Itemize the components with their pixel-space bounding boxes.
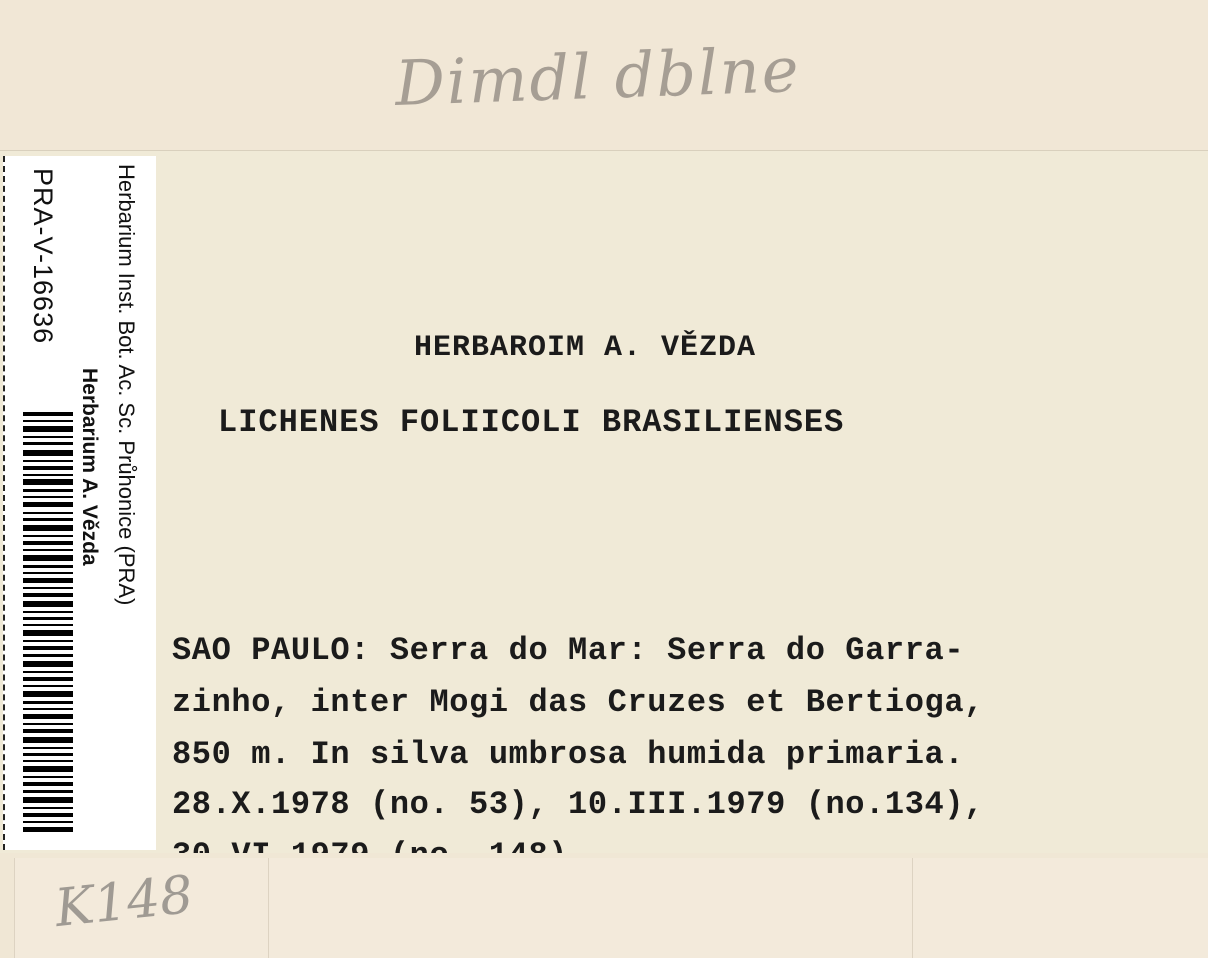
label-title: HERBAROIM A. VĚZDA [414,331,757,365]
label-series: LICHENES FOLIICOLI BRASILIENSES [218,404,845,441]
herbarium-name: Herbarium A. Vězda [78,368,101,566]
handwritten-annotation-bottom: K148 [52,864,196,940]
herbarium-label [0,150,1208,854]
handwritten-annotation-top: Dimdl dblne [393,32,802,121]
locality-line: SAO PAULO: Serra do Mar: Serra do Garra- [172,632,965,669]
barcode-strip [3,156,156,850]
barcode-icon [23,412,73,832]
locality-line: 850 m. In silva umbrosa humida primaria. [172,736,965,773]
attached-card [268,858,914,958]
attached-card [912,858,1208,958]
specimen-id: PRA-V-16636 [28,168,58,345]
locality-line: 28.X.1978 (no. 53), 10.III.1979 (no.134), [172,786,984,823]
sheet-top-area [0,0,1208,150]
institution-name: Herbarium Inst. Bot. Ac. Sc. Průhonice (PRA) [114,164,139,606]
locality-line: zinho, inter Mogi das Cruzes et Bertioga, [172,684,984,721]
